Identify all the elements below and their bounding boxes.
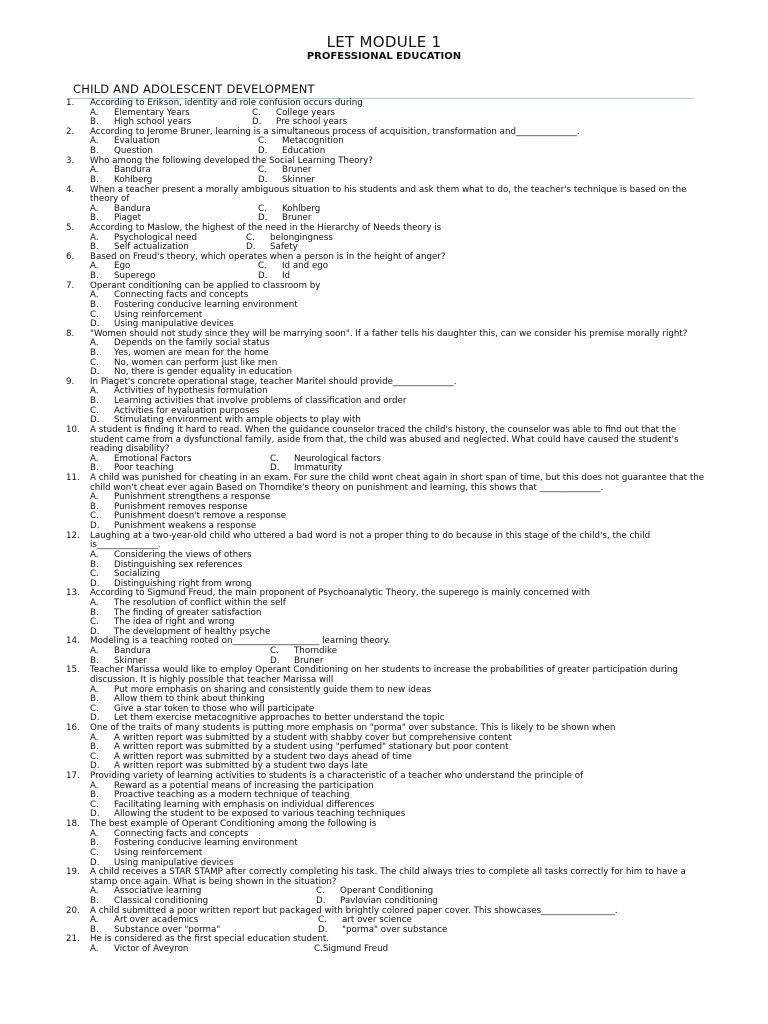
question-text: A student is finding it hard to read. When the guidance counselor traced the child's history, the counselor was able to find out that the student came from a dysfunctional family, aside from that, the child was abused and neglected. What could have caused the student's reading disability?: [90, 424, 679, 455]
choice-text: Activities for evaluation purposes: [114, 405, 260, 416]
question-number: 21.: [66, 934, 80, 945]
choice-letter: C.: [258, 165, 267, 176]
choice-letter: B.: [90, 895, 99, 906]
choice-text: Operant Conditioning: [340, 886, 434, 897]
choice-letter: C.: [90, 847, 99, 858]
choice-text: Depends on the family social status: [114, 338, 270, 349]
question-item: [0, 186, 768, 224]
choice-text: Yes, women are mean for the home: [114, 347, 269, 358]
choice-letter: C.: [90, 309, 99, 320]
choice-text: Punishment weakens a response: [114, 521, 257, 532]
choice-text: Classical conditioning: [114, 895, 209, 906]
choice-letter: B.: [90, 242, 99, 253]
choice-text: Psychological need: [114, 232, 197, 243]
choice-letter: A.: [90, 780, 99, 791]
choice-text: Proactive teaching as a modern technique of teaching: [114, 790, 350, 801]
choice-letter: D.: [246, 242, 256, 253]
choice-letter: D.: [316, 895, 326, 906]
choice-text: Give a star token to those who will participate: [114, 703, 315, 714]
question-text: Laughing at a two-year-old child who uttered a bad word is not a proper thing to do because in this stage of the child's, the child is______________.: [90, 530, 651, 551]
choice-letter: C.: [258, 261, 267, 272]
choice-text: C.Sigmund Freud: [314, 944, 389, 955]
choice-letter: D.: [258, 271, 268, 282]
choice-letter: D.: [258, 146, 268, 157]
choice-letter: A.: [90, 165, 99, 176]
choice-text: Elementary Years: [114, 107, 190, 118]
choice-letter: A.: [90, 915, 99, 926]
choice-text: Pre school years: [276, 117, 348, 128]
question-number: 7.: [66, 280, 75, 291]
choice-letter: B.: [90, 174, 99, 185]
choice-text: Let them exercise metacognitive approaches to better understand the topic: [114, 713, 445, 724]
question-item: [0, 282, 768, 330]
question-text: According to Sigmund Freud, the main proponent of Psychoanalytic Theory, the superego is mainly concerned with: [90, 588, 591, 599]
question-text: Operant conditioning can be applied to classroom by: [90, 280, 321, 291]
question-text: When a teacher present a morally ambiguous situation to his students and ask them what to do, the teacher's technique is based on the theory of: [90, 184, 687, 205]
question-number: 4.: [66, 184, 75, 195]
choice-letter: C.: [258, 136, 267, 147]
choice-text: Stimulating environment with ample objects to play with: [114, 415, 361, 426]
question-text: A child submitted a poor written report but packaged with brightly colored paper cover. This showcases_________________.: [90, 905, 618, 916]
question-number: 10.: [66, 424, 80, 435]
choice-text: belongingness: [270, 232, 333, 243]
question-number: 9.: [66, 376, 75, 387]
choice-text: A written report was submitted by a student using "perfumed" stationary but poor content: [114, 742, 509, 753]
choice-letter: D.: [90, 578, 100, 589]
choice-text: Id and ego: [282, 261, 329, 272]
choice-text: College years: [276, 107, 336, 118]
question-number: 12.: [66, 530, 80, 541]
question-number: 20.: [66, 905, 80, 916]
choice-text: Skinner: [114, 655, 147, 666]
choice-letter: A.: [90, 828, 99, 839]
question-text: The best example of Operant Conditioning among the following is: [90, 819, 377, 830]
choice-text: Evaluation: [114, 136, 160, 147]
choice-letter: A.: [90, 944, 99, 955]
question-number: 5.: [66, 223, 75, 233]
choice-letter: B.: [90, 790, 99, 801]
question-list: [0, 99, 768, 955]
choice-text: Bandura: [114, 165, 151, 176]
question-item: [0, 935, 768, 954]
choice-text: Connecting facts and concepts: [114, 828, 249, 839]
choice-letter: D.: [90, 857, 100, 868]
choice-text: No, women can perform just like men: [114, 357, 278, 368]
choice-text: Poor teaching: [114, 463, 174, 474]
choice-text: Associative learning: [114, 886, 202, 897]
choice-text: Ego: [114, 261, 131, 272]
choice-letter: A.: [90, 203, 99, 214]
question-number: 2.: [66, 126, 75, 137]
choice-letter: C.: [316, 886, 325, 897]
question-number: 18.: [66, 819, 80, 830]
choice-text: Kohlberg: [114, 174, 153, 185]
question-text: In Piaget's concrete operational stage, teacher Maritel should provide______________.: [90, 376, 457, 387]
question-text: According to Erikson, identity and role confusion occurs during: [90, 98, 363, 108]
choice-letter: A.: [90, 646, 99, 657]
choice-letter: A.: [90, 492, 99, 503]
choice-text: Metacognition: [282, 136, 344, 147]
choice-text: Education: [282, 146, 326, 157]
choice-text: Punishment doesn't remove a response: [114, 511, 287, 522]
choice-text: Allowing the student to be exposed to various teaching techniques: [114, 809, 406, 820]
choice-letter: A.: [90, 136, 99, 147]
choice-row: [0, 945, 768, 955]
question-number: 14.: [66, 636, 80, 647]
question-number: 11.: [66, 472, 80, 483]
choice-letter: B.: [90, 347, 99, 358]
choice-text: Piaget: [114, 213, 142, 224]
choice-text: Safety: [270, 242, 298, 253]
question-item: [0, 772, 768, 820]
choice-text: Superego: [114, 271, 156, 282]
choice-letter: D.: [90, 761, 100, 772]
question-number: 16.: [66, 722, 80, 733]
choice-text: Art over academics: [114, 915, 199, 926]
choice-letter: C.: [270, 646, 279, 657]
choice-letter: A.: [90, 453, 99, 464]
question-text: Who among the following developed the Social Learning Theory?: [90, 155, 373, 166]
question-item: [0, 253, 768, 282]
choice-text: Bruner: [294, 655, 324, 666]
choice-text: Question: [114, 146, 153, 157]
choice-letter: A.: [90, 232, 99, 243]
choice-letter: D.: [90, 521, 100, 532]
choice-text: Distinguishing sex references: [114, 559, 243, 570]
choice-text: A written report was submitted by a student two days ahead of time: [114, 751, 412, 762]
section-heading: CHILD AND ADOLESCENT DEVELOPMENT: [73, 82, 315, 96]
choice-letter: C.: [90, 799, 99, 810]
question-item: [0, 637, 768, 666]
choice-text: The development of healthy psyche: [114, 626, 271, 637]
choice-letter: C.: [252, 107, 261, 118]
choice-letter: B.: [90, 607, 99, 618]
choice-letter: B.: [90, 117, 99, 128]
document-subtitle: PROFESSIONAL EDUCATION: [306, 51, 462, 62]
question-number: 19.: [66, 867, 80, 878]
choice-letter: B.: [90, 463, 99, 474]
question-text: Modeling is a teaching rooted on____________________ learning theory.: [90, 636, 391, 647]
choice-text: Using reinforcement: [114, 847, 203, 858]
choice-text: Reward as a potential means of increasing the participation: [114, 780, 374, 791]
choice-letter: A.: [90, 549, 99, 560]
choice-letter: C.: [90, 405, 99, 416]
question-number: 8.: [66, 328, 75, 339]
choice-letter: D.: [318, 924, 328, 935]
choice-text: Activities of hypothesis formulation: [114, 386, 268, 397]
choice-letter: A.: [90, 290, 99, 301]
choice-letter: A.: [90, 597, 99, 608]
question-text: Teacher Marissa would like to employ Operant Conditioning on her students to increase the probabilities of greater participation during discussion. It is highly possible that teacher Marissa will: [90, 665, 678, 685]
question-item: [0, 868, 768, 906]
choice-text: "porma" over substance: [342, 924, 448, 935]
question-item: [0, 426, 768, 474]
choice-text: A written report was submitted by a student two days late: [114, 761, 368, 772]
question-item: [0, 589, 768, 637]
choice-letter: D.: [90, 319, 100, 330]
choice-letter: B.: [90, 838, 99, 849]
choice-text: Using manipulative devices: [114, 319, 234, 330]
question-text: According to Maslow, the highest of the need in the Hierarchy of Needs theory is: [90, 223, 442, 233]
choice-text: The idea of right and wrong: [114, 617, 235, 628]
choice-text: The finding of greater satisfaction: [114, 607, 262, 618]
question-item: [0, 724, 768, 772]
choice-letter: D.: [270, 655, 280, 666]
choice-letter: D.: [90, 626, 100, 637]
choice-text: Bandura: [114, 646, 151, 657]
question-item: [0, 99, 768, 128]
question-item: [0, 330, 768, 378]
choice-letter: D.: [252, 117, 262, 128]
choice-letter: A.: [90, 886, 99, 897]
question-text: "Women should not study since they will be marrying soon". If a father tells his daughter this, can we consider his premise morally right?: [90, 328, 688, 339]
choice-text: Substance over "porma": [114, 924, 221, 935]
choice-text: Thorndike: [294, 646, 338, 657]
choice-letter: C.: [318, 915, 327, 926]
choice-text: Punishment removes response: [114, 501, 248, 512]
choice-letter: C.: [258, 203, 267, 214]
choice-text: Fostering conducive learning environment: [114, 838, 298, 849]
choice-letter: A.: [90, 386, 99, 397]
choice-text: No, there is gender equality in education: [114, 367, 292, 378]
question-item: [0, 820, 768, 868]
question-item: [0, 378, 768, 426]
choice-letter: D.: [270, 463, 280, 474]
choice-text: Self actualization: [114, 242, 189, 253]
question-number: 3.: [66, 155, 75, 166]
choice-text: Considering the views of others: [114, 549, 252, 560]
choice-text: Victor of Aveyron: [114, 944, 189, 955]
choice-text: Pavlovian conditioning: [340, 895, 438, 906]
choice-letter: C.: [246, 232, 255, 243]
choice-text: Immaturity: [294, 463, 343, 474]
choice-text: Using manipulative devices: [114, 857, 234, 868]
question-item: [0, 157, 768, 186]
choice-text: Id: [282, 271, 291, 282]
question-text: Providing variety of learning activities to students is a characteristic of a teacher who understand the principle of: [90, 771, 584, 781]
choice-text: A written report was submitted by a student with shabby cover but comprehensive content: [114, 732, 512, 743]
choice-letter: D.: [258, 174, 268, 185]
choice-letter: D.: [90, 713, 100, 724]
choice-letter: B.: [90, 694, 99, 705]
choice-text: Skinner: [282, 174, 315, 185]
question-item: [0, 666, 768, 724]
choice-letter: B.: [90, 559, 99, 570]
choice-text: Emotional Factors: [114, 453, 192, 464]
question-number: 6.: [66, 251, 75, 262]
choice-letter: C.: [90, 511, 99, 522]
question-text: A child receives a STAR STAMP after correctly completing his task. The child always tries to complete all tasks correctly for him to have a stamp once again. What is being shown in the situation?: [90, 867, 686, 887]
choice-letter: B.: [90, 655, 99, 666]
choice-text: art over science: [342, 915, 412, 926]
choice-text: Using reinforcement: [114, 309, 203, 320]
choice-letter: D.: [90, 809, 100, 820]
choice-letter: A.: [90, 338, 99, 349]
question-item: [0, 224, 768, 253]
question-text: He is considered as the first special education student.: [90, 934, 330, 945]
document-title: LET MODULE 1: [326, 33, 442, 51]
choice-letter: A.: [90, 732, 99, 743]
choice-letter: D.: [90, 415, 100, 426]
choice-letter: B.: [90, 299, 99, 310]
choice-letter: C.: [90, 357, 99, 368]
question-item: [0, 474, 768, 532]
choice-letter: C.: [90, 703, 99, 714]
question-number: 13.: [66, 588, 80, 599]
choice-letter: B.: [90, 924, 99, 935]
choice-letter: B.: [90, 742, 99, 753]
choice-letter: D.: [258, 213, 268, 224]
choice-text: Put more emphasis on sharing and consistently guide them to new ideas: [114, 684, 432, 695]
question-text: A child was punished for cheating in an exam. For sure the child wont cheat again in short span of time, but this does not guarantee that the child won't cheat ever again Based on Thorndike's theory on punishment and learning, this shows that ______________.: [90, 472, 705, 493]
question-text: According to Jerome Bruner, learning is a simultaneous process of acquisition, transformation and______________.: [90, 126, 580, 137]
choice-text: Bruner: [282, 213, 312, 224]
choice-text: Distinguishing right from wrong: [114, 578, 252, 589]
question-number: 15.: [66, 665, 80, 676]
choice-letter: A.: [90, 684, 99, 695]
choice-letter: B.: [90, 396, 99, 407]
choice-text: The resolution of conflict within the self: [114, 597, 286, 608]
choice-letter: B.: [90, 271, 99, 282]
choice-letter: B.: [90, 146, 99, 157]
question-number: 17.: [66, 771, 80, 781]
choice-text: Allow them to think about thinking: [114, 694, 265, 705]
choice-text: Kohlberg: [282, 203, 321, 214]
choice-letter: B.: [90, 501, 99, 512]
choice-letter: D.: [90, 367, 100, 378]
choice-text: Bandura: [114, 203, 151, 214]
choice-letter: A.: [90, 261, 99, 272]
choice-text: Fostering conducive learning environment: [114, 299, 298, 310]
choice-text: Neurological factors: [294, 453, 381, 464]
choice-letter: A.: [90, 107, 99, 118]
choice-text: Learning activities that involve problems of classification and order: [114, 396, 407, 407]
question-text: Based on Freud's theory, which operates when a person is in the height of anger?: [90, 251, 446, 262]
question-item: [0, 907, 768, 936]
choice-text: High school years: [114, 117, 192, 128]
choice-text: Socializing: [114, 569, 161, 580]
choice-letter: C.: [90, 751, 99, 762]
question-number: 1.: [66, 98, 75, 108]
choice-letter: C.: [90, 569, 99, 580]
choice-text: Punishment strengthens a response: [114, 492, 271, 503]
choice-letter: C.: [90, 617, 99, 628]
question-text: One of the traits of many students is putting more emphasis on "porma" over substance. This is likely to be shown when: [90, 722, 616, 733]
choice-letter: B.: [90, 213, 99, 224]
choice-text: Facilitating learning with emphasis on individual differences: [114, 799, 375, 810]
question-item: [0, 128, 768, 157]
choice-letter: C.: [270, 453, 279, 464]
choice-text: Bruner: [282, 165, 312, 176]
question-item: [0, 532, 768, 590]
choice-text: Connecting facts and concepts: [114, 290, 249, 301]
